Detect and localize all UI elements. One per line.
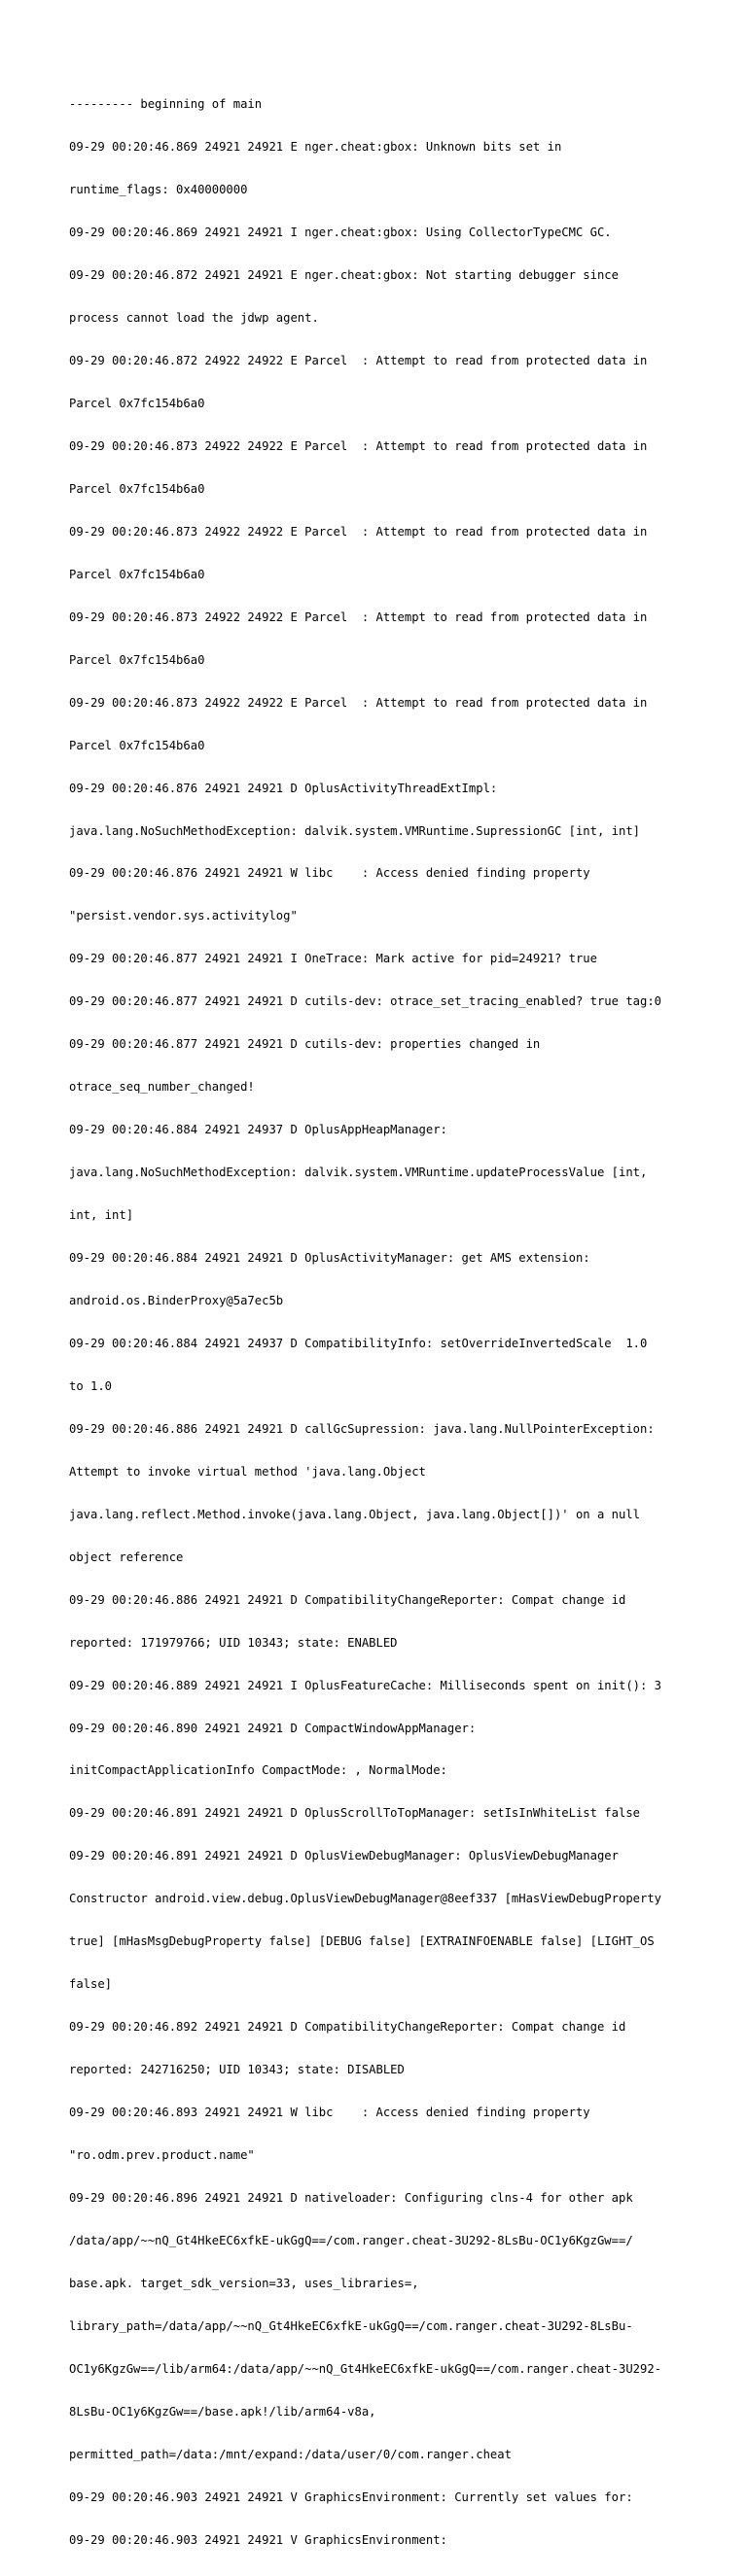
- log-line: 09-29 00:20:46.890 24921 24921 D CompactWindowAppManager:: [69, 1721, 477, 1735]
- log-line: otrace_seq_number_changed!: [69, 1080, 255, 1095]
- log-line: 09-29 00:20:46.877 24921 24921 D cutils-dev: properties changed in: [69, 1037, 541, 1052]
- log-line: 09-29 00:20:46.891 24921 24921 D OplusViewDebugManager: OplusViewDebugManager: [69, 1849, 619, 1863]
- log-line: 8LsBu-OC1y6KgzGw==/base.apk!/lib/arm64-v8a,: [69, 2404, 376, 2419]
- log-text: [69, 69, 711, 2576]
- log-line: Parcel 0x7fc154b6a0: [69, 738, 205, 752]
- log-line: /data/app/~~nQ_Gt4HkeEC6xfkE-ukGgQ==/com.ranger.cheat-3U292-8LsBu-OC1y6KgzGw==/: [69, 2233, 633, 2247]
- log-line: reported: 242716250; UID 10343; state: DISABLED: [69, 2063, 405, 2077]
- log-line: 09-29 00:20:46.869 24921 24921 I nger.cheat:gbox: Using CollectorTypeCMC GC.: [69, 226, 612, 240]
- log-line: 09-29 00:20:46.877 24921 24921 D cutils-dev: otrace_set_tracing_enabled? true tag:0: [69, 994, 662, 1009]
- log-line: object reference: [69, 1549, 184, 1564]
- log-line: to 1.0: [69, 1378, 113, 1393]
- log-line: 09-29 00:20:46.884 24921 24937 D CompatibilityInfo: setOverrideInvertedScale 1.0: [69, 1336, 648, 1350]
- log-line: 09-29 00:20:46.872 24922 24922 E Parcel : Attempt to read from protected data in: [69, 354, 648, 368]
- log-line: false]: [69, 1977, 113, 1992]
- log-line: 09-29 00:20:46.877 24921 24921 I OneTrace: Mark active for pid=24921? true: [69, 952, 597, 966]
- log-line: 09-29 00:20:46.892 24921 24921 D CompatibilityChangeReporter: Compat change id: [69, 2020, 626, 2035]
- log-line: 09-29 00:20:46.873 24922 24922 E Parcel : Attempt to read from protected data in: [69, 609, 648, 624]
- log-line: java.lang.NoSuchMethodException: dalvik.system.VMRuntime.SupressionGC [int, int]: [69, 823, 640, 838]
- log-line: library_path=/data/app/~~nQ_Gt4HkeEC6xfkE-ukGgQ==/com.ranger.cheat-3U292-8LsBu-: [69, 2318, 633, 2333]
- log-line: 09-29 00:20:46.884 24921 24921 D OplusActivityManager: get AMS extension:: [69, 1251, 590, 1266]
- log-line: Parcel 0x7fc154b6a0: [69, 481, 205, 496]
- log-line: Parcel 0x7fc154b6a0: [69, 652, 205, 667]
- log-line: Attempt to invoke virtual method 'java.lang.Object: [69, 1464, 426, 1479]
- log-line: Constructor android.view.debug.OplusViewDebugManager@8eef337 [mHasViewDebugProperty: [69, 1892, 662, 1906]
- log-line: --------- beginning of main: [69, 97, 263, 112]
- log-line: 09-29 00:20:46.873 24922 24922 E Parcel : Attempt to read from protected data in: [69, 438, 648, 453]
- log-line: 09-29 00:20:46.886 24921 24921 D CompatibilityChangeReporter: Compat change id: [69, 1592, 626, 1607]
- log-line: OC1y6KgzGw==/lib/arm64:/data/app/~~nQ_Gt4HkeEC6xfkE-ukGgQ==/com.ranger.cheat-3U292-: [69, 2361, 662, 2376]
- log-line: 09-29 00:20:46.884 24921 24937 D OplusAppHeapManager:: [69, 1123, 447, 1137]
- log-line: 09-29 00:20:46.872 24921 24921 E nger.cheat:gbox: Not starting debugger since: [69, 268, 619, 283]
- log-line: 09-29 00:20:46.876 24921 24921 W libc : Access denied finding property: [69, 866, 590, 881]
- log-line: 09-29 00:20:46.896 24921 24921 D nativeloader: Configuring clns-4 for other apk: [69, 2191, 633, 2206]
- log-line: Parcel 0x7fc154b6a0: [69, 396, 205, 410]
- log-line: process cannot load the jdwp agent.: [69, 311, 319, 326]
- log-line: "persist.vendor.sys.activitylog": [69, 909, 298, 923]
- log-line: java.lang.NoSuchMethodException: dalvik.system.VMRuntime.updateProcessValue [int,: [69, 1166, 648, 1180]
- log-line: android.os.BinderProxy@5a7ec5b: [69, 1294, 284, 1307]
- log-line: permitted_path=/data:/mnt/expand:/data/user/0/com.ranger.cheat: [69, 2447, 512, 2461]
- log-line: 09-29 00:20:46.889 24921 24921 I OplusFeatureCache: Milliseconds spent on init(): 3: [69, 1678, 662, 1692]
- log-line: base.apk. target_sdk_version=33, uses_libraries=,: [69, 2276, 419, 2290]
- log-line: runtime_flags: 0x40000000: [69, 183, 248, 197]
- log-line: "ro.odm.prev.product.name": [69, 2148, 255, 2163]
- log-line: 09-29 00:20:46.873 24922 24922 E Parcel : Attempt to read from protected data in: [69, 695, 648, 710]
- log-line: reported: 171979766; UID 10343; state: ENABLED: [69, 1635, 398, 1650]
- log-line: initCompactApplicationInfo CompactMode: , NormalMode:: [69, 1763, 447, 1778]
- log-line: 09-29 00:20:46.891 24921 24921 D OplusScrollToTopManager: setIsInWhiteList false: [69, 1806, 640, 1821]
- log-line: java.lang.reflect.Method.invoke(java.lang.Object, java.lang.Object[])' on a null: [69, 1507, 640, 1521]
- log-line: 09-29 00:20:46.873 24922 24922 E Parcel : Attempt to read from protected data in: [69, 524, 648, 539]
- log-line: 09-29 00:20:46.886 24921 24921 D callGcSupression: java.lang.NullPointerException:: [69, 1421, 655, 1436]
- log-line: 09-29 00:20:46.869 24921 24921 E nger.cheat:gbox: Unknown bits set in: [69, 140, 562, 155]
- log-line: Parcel 0x7fc154b6a0: [69, 567, 205, 581]
- log-line: 09-29 00:20:46.893 24921 24921 W libc : Access denied finding property: [69, 2106, 590, 2120]
- log-line: 09-29 00:20:46.876 24921 24921 D OplusActivityThreadExtImpl:: [69, 781, 498, 795]
- log-line: 09-29 00:20:46.903 24921 24921 V GraphicsEnvironment: Currently set values for:: [69, 2489, 633, 2504]
- log-line: 09-29 00:20:46.903 24921 24921 V GraphicsEnvironment:: [69, 2532, 447, 2547]
- log-line: int, int]: [69, 1208, 134, 1223]
- log-line: true] [mHasMsgDebugProperty false] [DEBUG false] [EXTRAINFOENABLE false] [LIGHT_OS: [69, 1934, 655, 1949]
